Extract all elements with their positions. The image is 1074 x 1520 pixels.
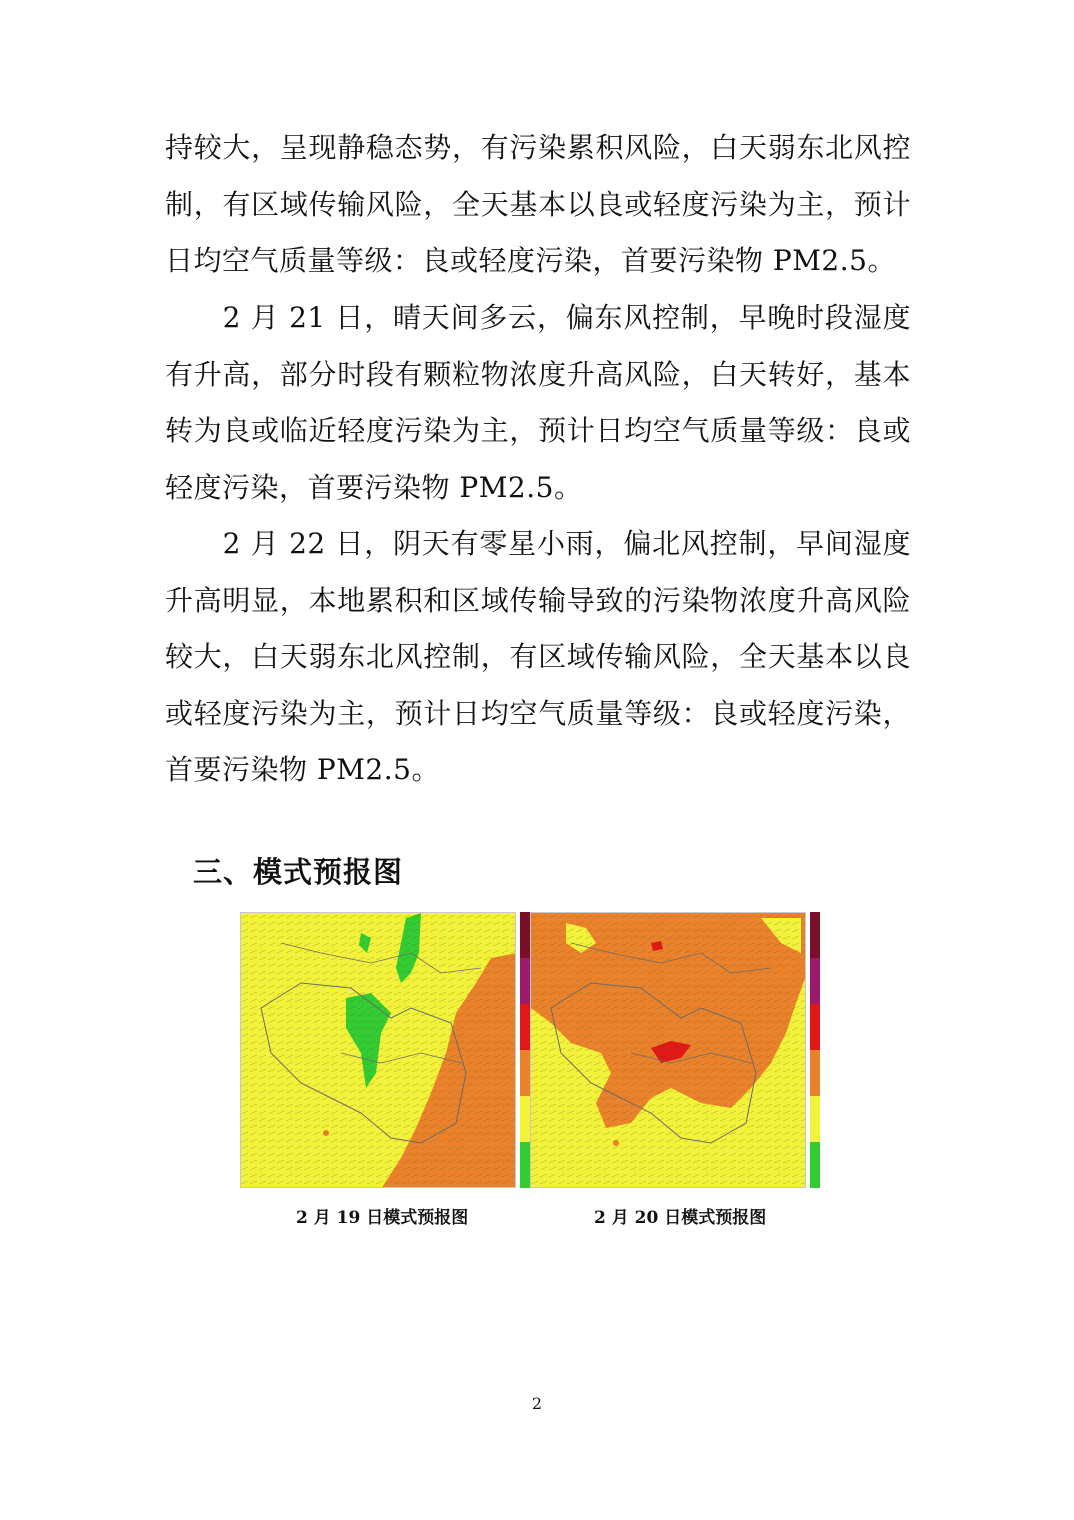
paragraph-feb21: 2 月 21 日，晴天间多云，偏东风控制，早晚时段湿度有升高，部分时段有颗粒物浓度升高风险，白天转好，基本转为良或临近轻度污染为主，预计日均空气质量等级：良或轻度污染，首要污染物 PM2.5。: [165, 301, 911, 504]
caption-feb20: 2 月 20 日模式预报图: [594, 1208, 767, 1228]
page-number: 2: [531, 1394, 543, 1413]
forecast-map-feb19: [240, 912, 516, 1188]
color-scale-feb20: [810, 912, 820, 1188]
forecast-map-feb20: [530, 912, 806, 1188]
caption-feb19: 2 月 19 日模式预报图: [296, 1208, 469, 1228]
paragraph-feb20-continued: 持较大，呈现静稳态势，有污染累积风险，白天弱东北风控制，有区域传输风险，全天基本以良或轻度污染为主，预计日均空气质量等级：良或轻度污染，首要污染物 PM2.5。: [165, 131, 911, 277]
paragraph-feb22: 2 月 22 日，阴天有零星小雨，偏北风控制，早间湿度升高明显，本地累积和区域传输导致的污染物浓度升高风险较大，白天弱东北风控制，有区域传输风险，全天基本以良或轻度污染为主，预计日均空气质量等级：良或轻度污染，首要污染物 PM2.5。: [165, 527, 911, 786]
color-scale-feb19: [520, 912, 530, 1188]
section-heading: 三、模式预报图: [193, 855, 404, 889]
